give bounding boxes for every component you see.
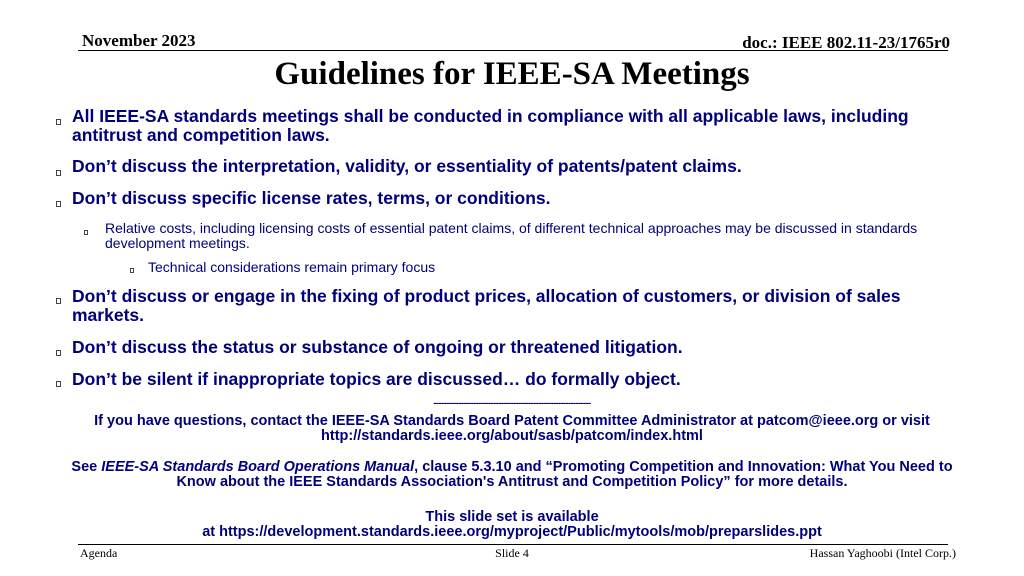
header-divider [78,50,948,51]
footer-author: Hassan Yaghoobi (Intel Corp.) [809,546,956,560]
bullet-marker-icon [56,170,61,176]
header-date: November 2023 [82,31,196,50]
sub-sub-bullet-marker-icon [130,268,134,273]
footer-left: Agenda [80,546,118,560]
bullet-marker-icon [56,381,61,387]
bullet-item: Don’t discuss specific license rates, terms, or conditions. [72,188,551,208]
page-title: Guidelines for IEEE-SA Meetings [274,56,750,92]
manual-reference-rest: , clause 5.3.10 and “Promoting Competition and Innovation: What You Need to [414,459,953,475]
footer-divider [78,544,948,545]
manual-reference-line-2: Know about the IEEE Standards Association's Antitrust and Competition Policy” for more details. [176,474,848,490]
bullet-marker-icon [56,201,61,207]
availability-link[interactable]: at https://development.standards.ieee.org/myproject/Public/mytools/mob/preparslides.ppt [202,524,822,540]
contact-link[interactable]: http://standards.ieee.org/about/sasb/patcom/index.html [321,428,703,444]
bullet-marker-icon [56,119,61,125]
availability-line-1: This slide set is available [425,509,599,525]
sub-bullet-marker-icon [84,230,88,235]
bullet-item: Don’t discuss the status or substance of ongoing or threatened litigation. [72,337,683,357]
bullet-marker-icon [56,350,61,356]
bullet-marker-icon [56,298,61,304]
manual-title: IEEE-SA Standards Board Operations Manual [101,459,415,475]
manual-reference-prefix: See [71,459,102,475]
footer-slide-number: Slide 4 [495,546,529,560]
sub-bullet-item: Relative costs, including licensing costs of essential patent claims, of different technical approaches may be discussed in standards development meetings. [105,220,918,251]
sub-sub-bullet-item: Technical considerations remain primary focus [148,259,436,275]
bullet-item: All IEEE-SA standards meetings shall be conducted in compliance with all applicable laws, including antitrust and competition laws. [72,106,909,145]
header-doc-id: doc.: IEEE 802.11-23/1765r0 [742,33,950,52]
separator-line: --------------------------------------------------------------- [433,398,591,408]
contact-line-1: If you have questions, contact the IEEE-SA Standards Board Patent Committee Administrator at patcom@ieee.org or visit [94,413,930,429]
bullet-item: Don’t discuss the interpretation, validity, or essentiality of patents/patent claims. [72,156,742,176]
bullet-item: Don’t discuss or engage in the fixing of product prices, allocation of customers, or division of sales markets. [72,286,901,325]
bullet-item: Don’t be silent if inappropriate topics are discussed… do formally object. [72,369,681,389]
